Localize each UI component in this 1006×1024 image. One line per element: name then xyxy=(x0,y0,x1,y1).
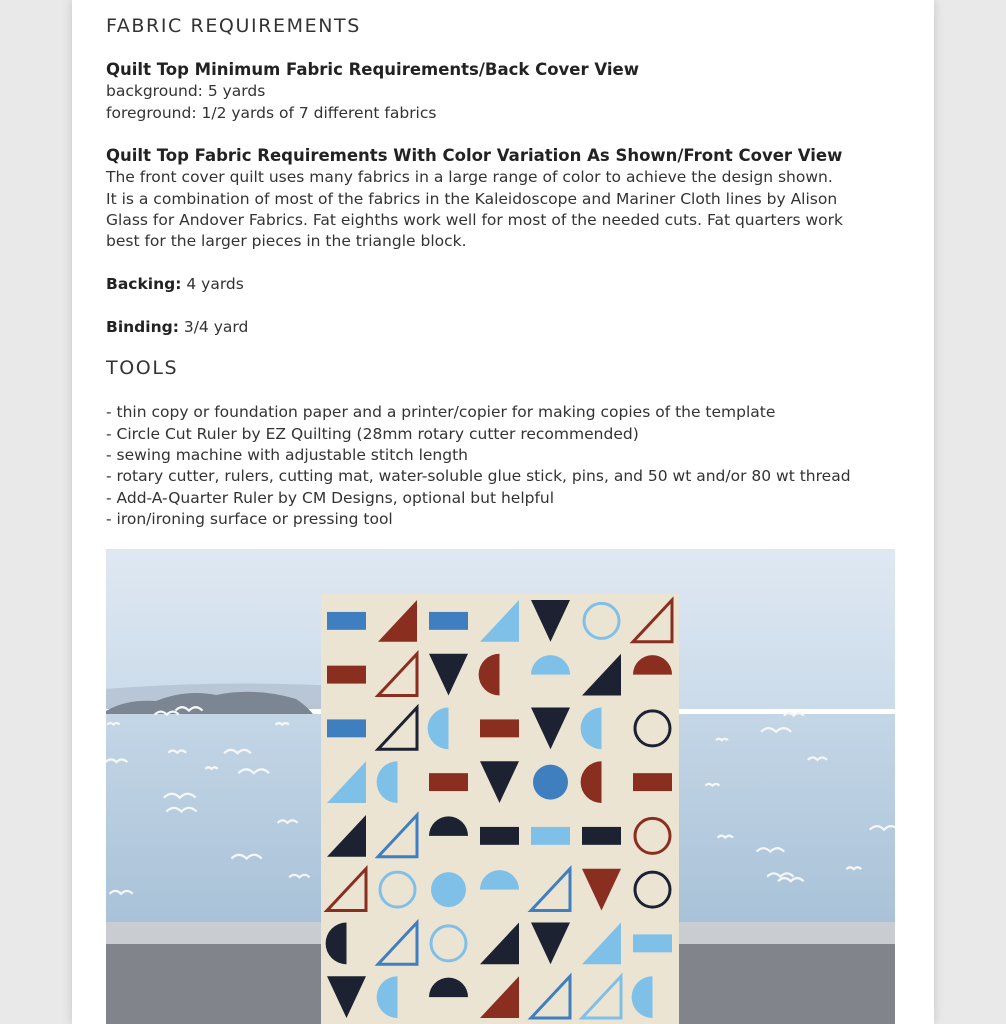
quilt-block-shape xyxy=(327,666,366,684)
seagull xyxy=(276,723,289,725)
tool-item: - Circle Cut Ruler by EZ Quilting (28mm rotary cutter recommended) xyxy=(106,425,639,443)
quilt-block-shape xyxy=(480,719,519,737)
quilt-block-shape xyxy=(431,872,466,907)
tool-item: - thin copy or foundation paper and a printer/copier for making copies of the template xyxy=(106,403,776,421)
backing-line xyxy=(106,275,244,293)
fabric-requirements-heading: FABRIC REQUIREMENTS xyxy=(106,15,361,37)
minimum-requirements-title: Quilt Top Minimum Fabric Requirements/Back Cover View xyxy=(106,60,639,79)
quilt-block-shape xyxy=(633,934,672,952)
quilt-block-shape xyxy=(533,765,568,800)
variation-line-3: Glass for Andover Fabrics. Fat eighths work well for most of the needed cuts. Fat quarters work xyxy=(106,211,843,229)
quilt-block-shape xyxy=(480,827,519,845)
seagull xyxy=(107,723,119,725)
minimum-line-background: background: 5 yards xyxy=(106,82,266,100)
binding-label: Binding: xyxy=(106,318,179,336)
backing-label: Backing: xyxy=(106,275,182,293)
minimum-line-foreground: foreground: 1/2 yards of 7 different fabrics xyxy=(106,104,437,122)
quilt-block-shape xyxy=(327,719,366,737)
tool-item: - sewing machine with adjustable stitch length xyxy=(106,446,468,464)
tool-item: - Add-A-Quarter Ruler by CM Designs, optional but helpful xyxy=(106,489,555,507)
binding-value: 3/4 yard xyxy=(183,318,249,336)
tool-item: - rotary cutter, rulers, cutting mat, water-soluble glue stick, pins, and 50 wt and/or 80 wt thread xyxy=(106,467,851,485)
quilt-block-shape xyxy=(582,827,621,845)
quilt-block-shape xyxy=(633,773,672,791)
quilt-block-shape xyxy=(531,827,570,845)
quilt-block-shape xyxy=(429,773,468,791)
tools-heading: TOOLS xyxy=(106,357,179,379)
variation-line-4: best for the larger pieces in the triangle block. xyxy=(106,232,467,250)
tool-item: - iron/ironing surface or pressing tool xyxy=(106,510,393,528)
backing-value: 4 yards xyxy=(186,275,244,293)
variation-line-1: The front cover quilt uses many fabrics in a large range of color to achieve the design shown. xyxy=(106,168,833,186)
quilt-photo xyxy=(106,549,895,1024)
quilt-block-shape xyxy=(327,612,366,630)
quilt-block-shape xyxy=(429,612,468,630)
quilt-photo-illustration xyxy=(106,549,895,1024)
seagull xyxy=(716,739,728,741)
variation-requirements-title: Quilt Top Fabric Requirements With Color Variation As Shown/Front Cover View xyxy=(106,146,843,165)
binding-line xyxy=(106,318,248,336)
seagull xyxy=(205,767,217,769)
variation-line-2: It is a combination of most of the fabrics in the Kaleidoscope and Mariner Cloth lines by Alison xyxy=(106,190,838,208)
